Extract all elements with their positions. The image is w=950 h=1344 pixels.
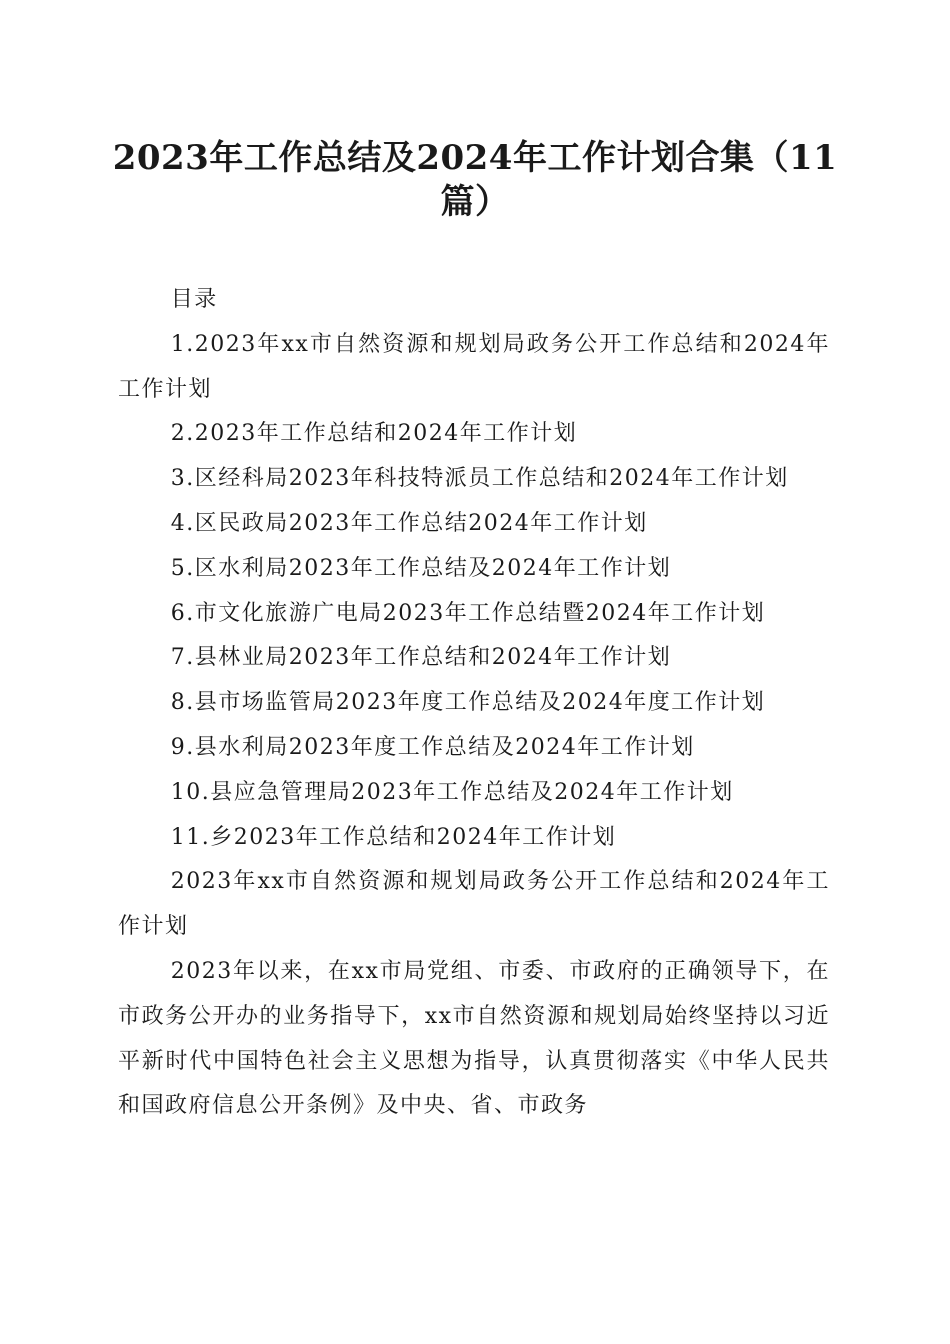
section-title: 2023年xx市自然资源和规划局政务公开工作总结和2024年工作计划	[118, 869, 830, 940]
toc-item: 11.乡2023年工作总结和2024年工作计划	[170, 824, 617, 850]
toc-item: 7.县林业局2023年工作总结和2024年工作计划	[170, 645, 672, 671]
toc-item: 6.市文化旅游广电局2023年工作总结暨2024年工作计划	[170, 600, 766, 626]
toc-item: 2.2023年工作总结和2024年工作计划	[170, 421, 578, 447]
body-paragraph: 2023年以来，在xx市局党组、市委、市政府的正确领导下，在市政务公开办的业务指导下，xx市自然资源和规划局始终坚持以习近平新时代中国特色社会主义思想为指导，认真贯彻落实《中华人民共和国政府信息公开条例》及中央、省、市政务	[118, 958, 830, 1119]
toc-item: 1.2023年xx市自然资源和规划局政务公开工作总结和2024年工作计划	[118, 331, 830, 402]
document-body	[118, 278, 830, 1129]
toc-item: 9.县水利局2023年度工作总结及2024年工作计划	[170, 734, 695, 760]
document-title: 2023年工作总结及2024年工作计划合集（11篇）	[112, 138, 838, 222]
toc-item: 3.区经科局2023年科技特派员工作总结和2024年工作计划	[170, 466, 789, 492]
toc-heading: 目录	[170, 287, 218, 312]
toc-item: 5.区水利局2023年工作总结及2024年工作计划	[170, 555, 672, 581]
toc-item: 10.县应急管理局2023年工作总结及2024年工作计划	[170, 779, 734, 805]
toc-item: 8.县市场监管局2023年度工作总结及2024年度工作计划	[170, 690, 766, 716]
toc-item: 4.区民政局2023年工作总结2024年工作计划	[170, 510, 648, 536]
